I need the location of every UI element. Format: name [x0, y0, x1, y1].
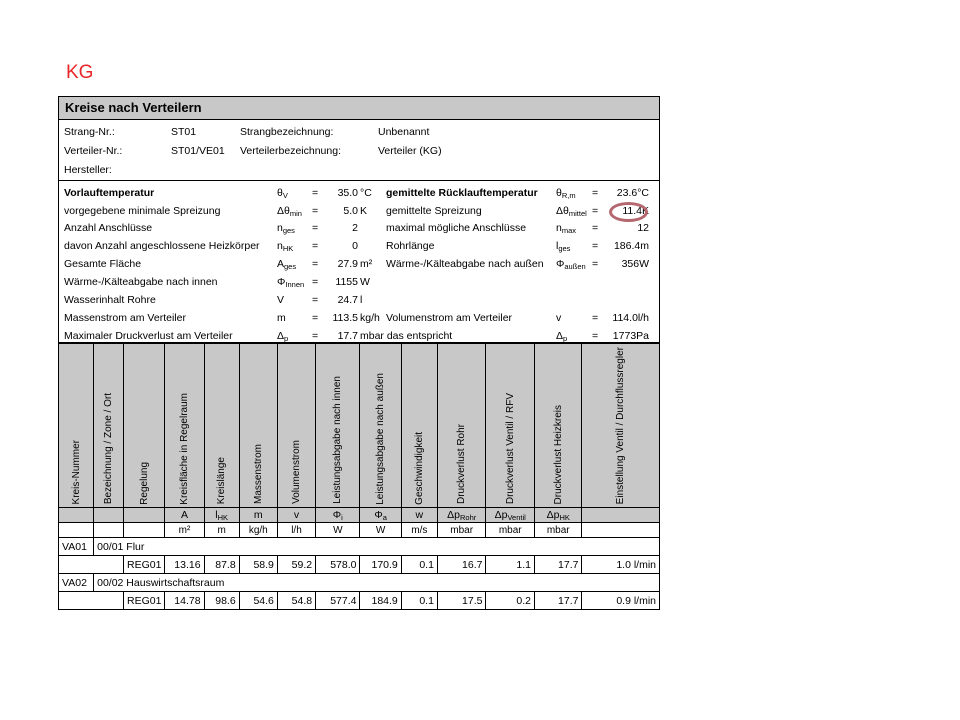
column-symbol — [239, 508, 277, 523]
column-symbol-sub: a — [382, 513, 387, 523]
column-unit — [59, 523, 94, 538]
circuit-value: 58.9 — [239, 556, 277, 574]
param-symbol-main: θ — [277, 187, 283, 199]
param-equals-right: = — [592, 312, 599, 324]
column-header-text: Einstellung Ventil / Durchflussregler — [615, 347, 627, 505]
param-symbol-main: Δθ — [277, 205, 290, 217]
column-header — [124, 344, 165, 508]
param-symbol-right — [556, 239, 570, 253]
circuit-value: 13.16 — [165, 556, 204, 574]
column-header-text: Massenstrom — [252, 444, 264, 505]
column-unit — [124, 523, 165, 538]
param-symbol-sub: p — [563, 334, 568, 343]
param-symbol — [277, 293, 284, 307]
param-equals-right: = — [592, 240, 599, 252]
column-header — [582, 344, 660, 508]
param-value: 17.7 — [337, 330, 358, 342]
circuit-value: 14.78 — [165, 592, 204, 610]
param-symbol — [277, 204, 302, 218]
param-unit: kg/h — [360, 312, 380, 324]
param-equals-right: = — [592, 187, 599, 199]
circuit-value: 0.1 — [401, 592, 437, 610]
param-symbol-sub: ges — [558, 244, 571, 253]
circuit-value: 0.9 l/min — [582, 592, 660, 610]
param-symbol — [277, 275, 304, 289]
strang-label: Strang-Nr.: — [64, 126, 115, 138]
param-symbol-main: v — [556, 312, 562, 324]
param-symbol-right — [556, 311, 561, 325]
circuit-data-row — [59, 592, 660, 610]
param-value: 1155 — [335, 276, 358, 288]
circuit-name: 00/01 Flur — [94, 538, 660, 556]
param-symbol-sub: max — [561, 226, 577, 235]
circuit-name: 00/02 Hauswirtschaftsraum — [94, 574, 660, 592]
column-symbol — [582, 508, 660, 523]
param-symbol-right — [556, 204, 587, 218]
column-symbol — [401, 508, 437, 523]
param-label: Maximaler Druckverlust am Verteiler — [64, 330, 233, 342]
column-symbol — [437, 508, 486, 523]
circuit-value: 16.7 — [437, 556, 486, 574]
column-header-text: Druckverlust Rohr — [456, 424, 468, 505]
column-symbol-main: Δp — [447, 509, 460, 522]
column-symbol — [59, 508, 94, 523]
column-header — [277, 344, 315, 508]
column-symbol — [486, 508, 535, 523]
column-header — [534, 344, 582, 508]
param-value-right: 186.4m — [613, 240, 649, 252]
param-unit: l — [360, 294, 363, 306]
highlight-circle — [609, 202, 648, 222]
circuit-value: 0.1 — [401, 556, 437, 574]
param-value-right: 12 — [637, 222, 649, 234]
report-sheet — [58, 96, 660, 610]
param-symbol-main: m — [277, 312, 286, 324]
param-value-right: 23.6°C — [616, 187, 649, 199]
param-equals-right: = — [592, 258, 599, 270]
column-symbol-main: l — [215, 509, 218, 522]
verteilerbez-value: Verteiler (KG) — [378, 145, 442, 157]
param-symbol-right — [556, 257, 586, 271]
param-value-right: 356W — [621, 258, 649, 270]
circuit-title-row — [59, 538, 660, 556]
param-symbol-right — [556, 186, 576, 200]
param-unit: °C — [360, 187, 372, 199]
column-header — [165, 344, 204, 508]
circuit-value: 17.7 — [534, 592, 582, 610]
param-label-right: gemittelte Spreizung — [386, 205, 482, 217]
circuit-value: 184.9 — [360, 592, 401, 610]
strang-value: ST01 — [171, 126, 197, 138]
param-symbol-main: Φ — [277, 276, 286, 288]
param-value: 113.5 — [332, 312, 358, 324]
param-equals-right: = — [592, 205, 599, 217]
column-symbol — [165, 508, 204, 523]
column-header-text: Bezeichnung / Zone / Ort — [103, 393, 115, 505]
column-header-text: Kreislänge — [216, 457, 228, 505]
column-header-text: Volumenstrom — [290, 440, 302, 505]
circuit-value: 59.2 — [277, 556, 315, 574]
empty-cell — [59, 556, 124, 574]
param-equals: = — [312, 294, 319, 306]
column-header-text: Kreisfläche in Regelraum — [178, 392, 190, 505]
param-equals: = — [312, 276, 319, 288]
column-header — [239, 344, 277, 508]
param-label-right: gemittelte Rücklauftemperatur — [386, 187, 538, 199]
column-symbol-main: m — [253, 509, 263, 522]
param-value-right: 11.4K — [622, 205, 649, 217]
column-symbol-sub: Ventil — [507, 513, 526, 523]
circuit-value: 17.7 — [534, 556, 582, 574]
param-value-right: 1773Pa — [612, 330, 649, 342]
param-label-right: Rohrlänge — [386, 240, 435, 252]
param-label-right: Wärme-/Kälteabgabe nach außen — [386, 258, 544, 270]
column-unit: kg/h — [239, 523, 277, 538]
circuit-value: 87.8 — [204, 556, 239, 574]
param-symbol-main: V — [277, 294, 285, 306]
column-symbol — [94, 508, 124, 523]
column-symbol — [360, 508, 401, 523]
circuit-value: 17.5 — [437, 592, 486, 610]
floor-label: KG — [66, 62, 94, 83]
param-label: Massenstrom am Verteiler — [64, 312, 186, 324]
param-equals: = — [312, 222, 319, 234]
column-unit: W — [316, 523, 360, 538]
column-symbol-main: v — [293, 509, 300, 522]
column-symbol — [534, 508, 582, 523]
param-label: Wärme-/Kälteabgabe nach innen — [64, 276, 218, 288]
column-unit: mbar — [437, 523, 486, 538]
distributor-info — [58, 120, 660, 181]
column-unit: m — [204, 523, 239, 538]
param-symbol-sub: V — [282, 191, 288, 200]
param-equals: = — [312, 312, 319, 324]
table-header-row — [59, 344, 660, 508]
param-symbol-main: A — [277, 258, 285, 270]
column-symbol-main: A — [180, 509, 188, 522]
param-symbol-main: n — [556, 222, 562, 234]
param-symbol-sub: HK — [282, 244, 294, 253]
param-symbol — [277, 257, 296, 271]
param-label: vorgegebene minimale Spreizung — [64, 205, 221, 217]
param-label: davon Anzahl angeschlossene Heizkörper — [64, 240, 260, 252]
report-title: Kreise nach Verteilern — [58, 96, 660, 120]
circuit-value: 1.1 — [486, 556, 535, 574]
param-symbol-sub: Innen — [285, 280, 305, 289]
param-symbol — [277, 329, 288, 343]
strangbez-label: Strangbezeichnung: — [240, 126, 334, 138]
param-symbol — [277, 221, 295, 235]
hersteller-label: Hersteller: — [64, 164, 112, 176]
param-value: 2 — [352, 222, 358, 234]
param-equals-right: = — [592, 330, 599, 342]
column-unit — [94, 523, 124, 538]
param-symbol-sub: mittel — [568, 209, 587, 218]
param-symbol-sub: außen — [564, 262, 586, 271]
empty-cell — [59, 592, 124, 610]
param-unit: mbar das entspricht — [360, 330, 453, 342]
param-equals-right: = — [592, 222, 599, 234]
column-header-text: Druckverlust Heizkreis — [552, 404, 564, 505]
param-equals: = — [312, 258, 319, 270]
param-symbol-main: Φ — [556, 258, 565, 270]
circuit-title-row — [59, 574, 660, 592]
param-label: Wasserinhalt Rohre — [64, 294, 156, 306]
param-symbol-main: Δθ — [556, 205, 569, 217]
circuit-value: 170.9 — [360, 556, 401, 574]
param-unit: W — [360, 276, 370, 288]
param-symbol-main: l — [556, 240, 559, 252]
param-symbol-main: n — [277, 240, 283, 252]
circuit-value: REG01 — [124, 592, 165, 610]
param-symbol-right — [556, 221, 576, 235]
circuit-table — [58, 343, 660, 610]
column-unit — [582, 523, 660, 538]
param-label: Gesamte Fläche — [64, 258, 142, 270]
column-unit: mbar — [486, 523, 535, 538]
param-equals: = — [312, 330, 319, 342]
param-symbol-main: θ — [556, 187, 562, 199]
column-symbol-main: Φ — [374, 509, 383, 522]
column-header-text: Regelung — [138, 461, 150, 505]
column-header — [360, 344, 401, 508]
column-symbol — [124, 508, 165, 523]
column-header — [437, 344, 486, 508]
param-label: Vorlauftemperatur — [64, 187, 155, 199]
column-header — [94, 344, 124, 508]
param-symbol-main: Δ — [277, 330, 285, 342]
param-value: 27.9 — [337, 258, 358, 270]
param-equals: = — [312, 240, 319, 252]
column-unit: m/s — [401, 523, 437, 538]
circuit-number: VA02 — [59, 574, 94, 592]
param-symbol-sub: ges — [282, 226, 295, 235]
circuit-value: 578.0 — [316, 556, 360, 574]
circuit-value: 577.4 — [316, 592, 360, 610]
column-symbol-main: Φ — [332, 509, 342, 522]
param-symbol-sub: ges — [284, 262, 297, 271]
column-unit: mbar — [534, 523, 582, 538]
param-value: 0 — [352, 240, 358, 252]
column-header — [204, 344, 239, 508]
param-equals: = — [312, 187, 319, 199]
table-symbol-row — [59, 508, 660, 523]
column-symbol-sub: Rohr — [459, 513, 477, 523]
param-label: Anzahl Anschlüsse — [64, 222, 153, 234]
column-symbol-main: Δp — [494, 509, 508, 522]
param-value: 35.0 — [337, 187, 358, 199]
column-symbol — [204, 508, 239, 523]
param-value-right: 114.0l/h — [612, 312, 649, 324]
column-header-text: Druckverlust Ventil / RFV — [504, 393, 516, 505]
param-unit: K — [360, 205, 368, 217]
column-header — [316, 344, 360, 508]
param-symbol-sub: R,m — [561, 191, 576, 200]
column-unit: W — [360, 523, 401, 538]
column-symbol-main: w — [415, 509, 424, 522]
column-header-text: Leistungsabgabe nach außen — [375, 372, 387, 505]
circuit-value: 0.2 — [486, 592, 535, 610]
param-value: 24.7 — [337, 294, 358, 306]
column-header — [401, 344, 437, 508]
column-header-text: Geschwindigkeit — [413, 431, 425, 505]
column-unit: l/h — [277, 523, 315, 538]
strangbez-value: Unbenannt — [378, 126, 430, 138]
param-label-right: Volumenstrom am Verteiler — [386, 312, 513, 324]
param-symbol-main: n — [277, 222, 283, 234]
column-symbol-sub: HK — [217, 513, 229, 523]
column-header-text: Kreis-Nummer — [70, 439, 82, 505]
circuit-value: REG01 — [124, 556, 165, 574]
column-unit: m² — [165, 523, 204, 538]
table-unit-row — [59, 523, 660, 538]
column-symbol — [316, 508, 360, 523]
column-header-text: Leistungsabgabe nach innen — [332, 376, 344, 505]
verteiler-label: Verteiler-Nr.: — [64, 145, 123, 157]
param-unit: m² — [360, 258, 373, 270]
param-symbol — [277, 186, 288, 200]
verteiler-value: ST01/VE01 — [171, 145, 225, 157]
column-symbol-sub: i — [341, 513, 343, 523]
circuit-value: 98.6 — [204, 592, 239, 610]
column-symbol-main: Δp — [546, 509, 560, 522]
circuit-value: 54.8 — [277, 592, 315, 610]
column-header — [59, 344, 94, 508]
param-symbol-sub: min — [289, 209, 302, 218]
column-symbol-sub: HK — [559, 513, 570, 523]
circuit-data-row — [59, 556, 660, 574]
column-header — [486, 344, 535, 508]
param-symbol-main: Δ — [556, 330, 564, 342]
param-symbol-right — [556, 329, 567, 343]
param-symbol-sub: p — [284, 334, 289, 343]
param-label-right: maximal mögliche Anschlüsse — [386, 222, 527, 234]
param-symbol — [277, 239, 293, 253]
column-symbol — [277, 508, 315, 523]
param-symbol — [277, 311, 286, 325]
circuit-value: 54.6 — [239, 592, 277, 610]
param-value: 5.0 — [343, 205, 358, 217]
circuit-number: VA01 — [59, 538, 94, 556]
param-equals: = — [312, 205, 319, 217]
circuit-value: 1.0 l/min — [582, 556, 660, 574]
verteilerbez-label: Verteilerbezeichnung: — [240, 145, 341, 157]
parameter-block — [58, 181, 660, 343]
